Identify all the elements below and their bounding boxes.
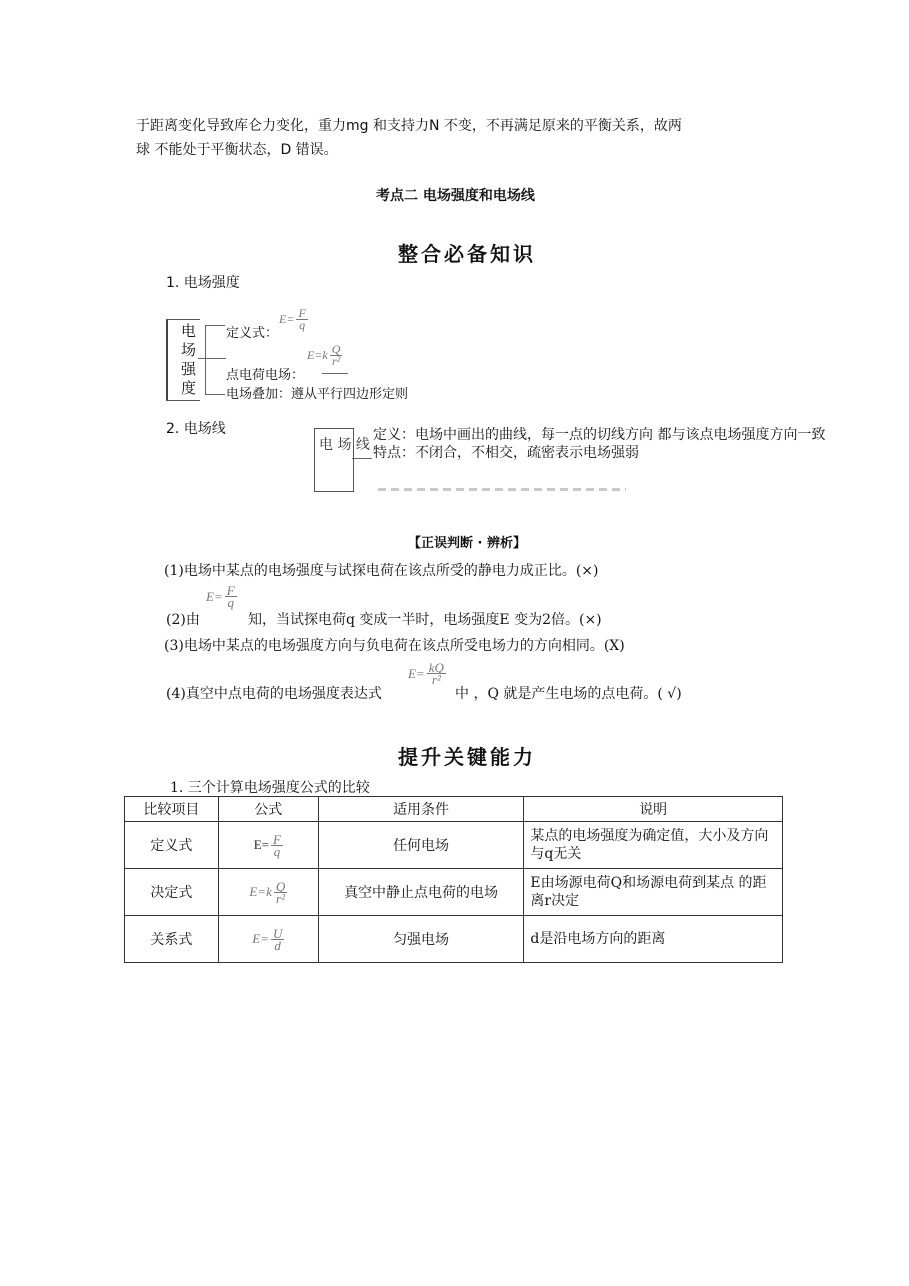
- heading-integrate-knowledge: 整合必备知识: [398, 242, 536, 266]
- judge-title: 【正误判断 · 辨析】: [408, 536, 526, 551]
- diagram1-branch-top: [205, 325, 225, 326]
- table-title: 1. 三个计算电场强度公式的比较: [170, 780, 370, 796]
- judge-q4-suffix: 中 ，Q 就是产生电场的点电荷。( √): [455, 686, 682, 702]
- diagram1-box-label: 电 场 强 度: [181, 322, 197, 397]
- diagram1-def-label: 定义式：: [226, 326, 279, 341]
- judge-q4-prefix: (4)真空中点电荷的电场强度表达式: [166, 686, 382, 702]
- formula-q4: E= $\frac{kQ}{\text{r²}}$: [408, 660, 444, 687]
- formula-comparison-table: [124, 796, 783, 963]
- item2-title: 2. 电场线: [166, 421, 226, 437]
- judge-q1: (1)电场中某点的电场强度与试探电荷在该点所受的静电力成正比。(×): [164, 563, 599, 579]
- cell-item: 决定式: [125, 869, 219, 916]
- cell-note: E由场源电荷Q和场源电荷到某点 的距离r决定: [524, 869, 783, 916]
- cell-item: 关系式: [125, 916, 219, 963]
- diagram2-definition: 定义：电场中画出的曲线，每一点的切线方向 都与该点电场强度方向一致: [373, 427, 826, 443]
- item1-title: 1. 电场强度: [166, 275, 240, 291]
- heading-key-ability: 提升关键能力: [398, 745, 536, 769]
- formula-q2: E= $\frac{F}{q}$: [206, 583, 235, 610]
- cell-formula: E=k $\frac{Q}{\text{r²}}$: [218, 869, 318, 916]
- judge-q2-suffix: 知，当试探电荷q 变成一半时，电场强度E 变为2倍。(×): [248, 612, 602, 628]
- intro-line-1: 于距离变化导致库仑力变化，重力mg 和支持力N 不变，不再满足原来的平衡关系，故两: [136, 118, 682, 134]
- cell-item: 定义式: [125, 822, 219, 869]
- section-title: 考点二 电场强度和电场线: [376, 188, 535, 204]
- diagram1-branch-bottom: [205, 394, 225, 395]
- table-row: [125, 822, 783, 869]
- cell-condition: 匀强电场: [318, 916, 524, 963]
- table-row: [125, 916, 783, 963]
- diagram2-box-label: 电 场 线: [319, 437, 370, 453]
- diagram1-point-label: 点电荷电场：: [226, 368, 305, 383]
- header-condition: 适用条件: [318, 797, 524, 822]
- formula-def-small: E= $\frac{F}{q}$: [279, 306, 306, 332]
- diagram1-underline: [322, 373, 348, 374]
- header-item: 比较项目: [125, 797, 219, 822]
- table-header-row: [125, 797, 783, 822]
- diagram2-faded-line: [378, 488, 626, 491]
- diagram1-stem: [198, 358, 226, 359]
- header-formula: 公式: [218, 797, 318, 822]
- diagram1-superposition: 电场叠加：遵从平行四边形定则: [226, 387, 409, 402]
- table-row: [125, 869, 783, 916]
- formula-point-small: E=k $\frac{Q}{\text{r²}}$: [307, 342, 341, 368]
- diagram1-branch-vertical: [205, 325, 206, 395]
- cell-condition: 任何电场: [318, 822, 524, 869]
- cell-formula: E= $\frac{U}{d}$: [218, 916, 318, 963]
- judge-q3: (3)电场中某点的电场强度方向与负电荷在该点所受电场力的方向相同。(X): [164, 638, 625, 654]
- diagram2-feature: 特点：不闭合，不相交，疏密表示电场强弱: [373, 445, 639, 461]
- judge-q2-prefix: (2)由: [166, 612, 200, 628]
- cell-note: 某点的电场强度为确定值，大小及方向与q无关: [524, 822, 783, 869]
- cell-formula: E= $\frac{F}{q}$: [218, 822, 318, 869]
- header-note: 说明: [524, 797, 783, 822]
- diagram2-stem: [352, 458, 372, 459]
- intro-line-2: 球 不能处于平衡状态，D 错误。: [136, 142, 338, 158]
- cell-note: d是沿电场方向的距离: [524, 916, 783, 963]
- cell-condition: 真空中静止点电荷的电场: [318, 869, 524, 916]
